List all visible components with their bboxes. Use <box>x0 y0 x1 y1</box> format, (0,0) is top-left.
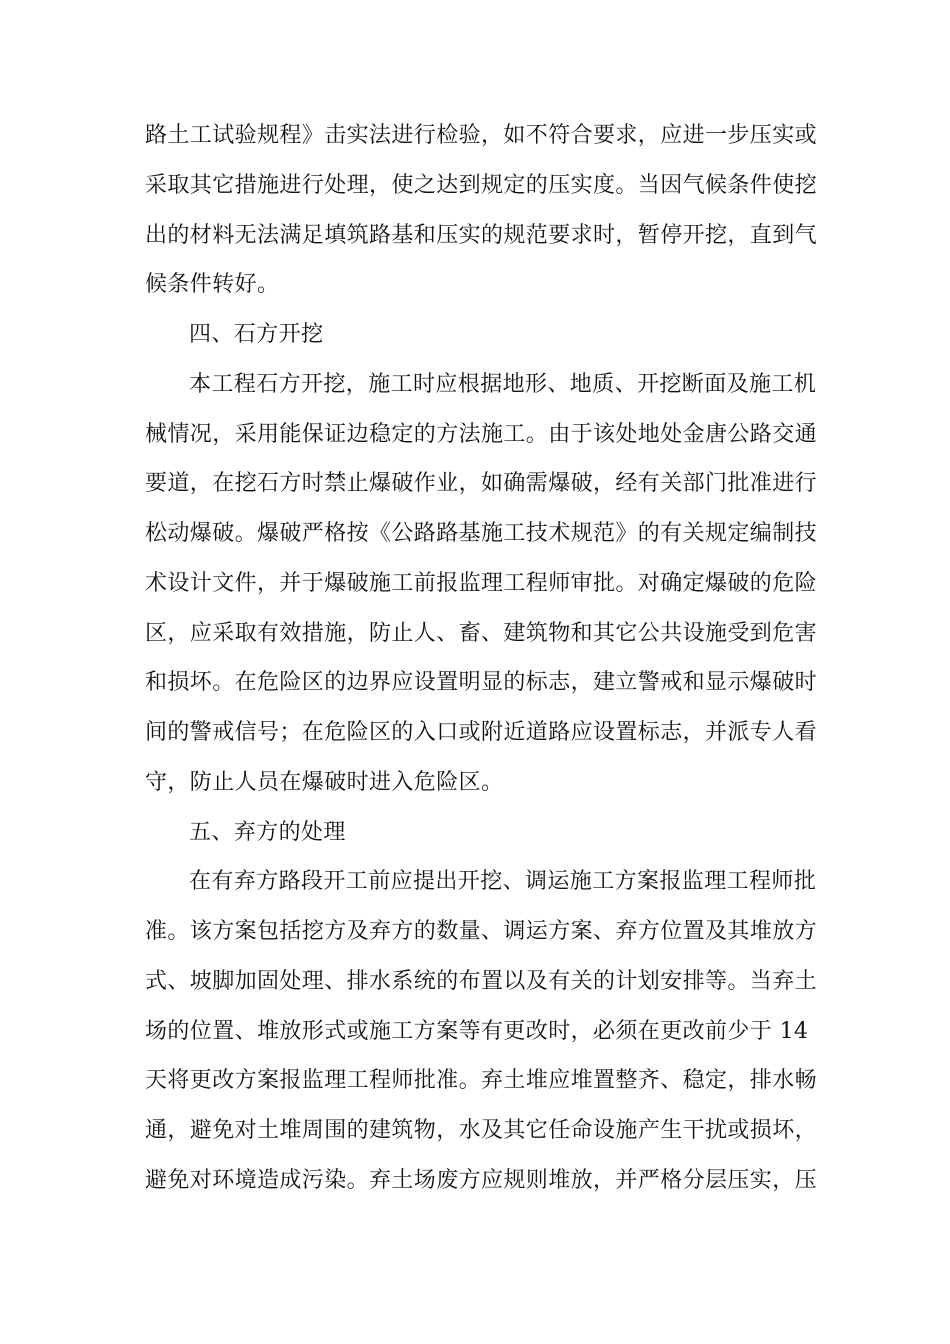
text-line: 间的警戒信号；在危险区的入口或附近道路应设置标志，并派专人看 <box>145 720 818 745</box>
text-line: 出的材料无法满足填筑路基和压实的规范要求时，暂停开挖，直到气 <box>145 223 818 248</box>
text-line: 要道，在挖石方时禁止爆破作业，如确需爆破，经有关部门批准进行 <box>145 471 818 496</box>
text-line: 本工程石方开挖，施工时应根据地形、地质、开挖断面及施工机 <box>189 372 817 397</box>
text-line: 守，防止人员在爆破时进入危险区。 <box>145 770 504 795</box>
text-line: 路土工试验规程》击实法进行检验，如不符合要求，应进一步压实或 <box>145 123 818 148</box>
text-line: 准。该方案包括挖方及弃方的数量、调运方案、弃方位置及其堆放方 <box>145 919 818 944</box>
section-heading: 四、石方开挖 <box>189 322 324 347</box>
text-line: 式、坡脚加固处理、排水系统的布置以及有关的计划安排等。当弃土 <box>145 969 818 994</box>
text-line: 械情况，采用能保证边稳定的方法施工。由于该处地处金唐公路交通 <box>145 422 818 447</box>
text-line: 松动爆破。爆破严格按《公路路基施工技术规范》的有关规定编制技 <box>145 521 818 546</box>
text-line: 术设计文件，并于爆破施工前报监理工程师审批。对确定爆破的危险 <box>145 571 818 596</box>
text-line: 避免对环境造成污染。弃土场废方应规则堆放，并严格分层压实，压 <box>145 1168 818 1193</box>
section-heading: 五、弃方的处理 <box>189 820 346 845</box>
text-line: 在有弃方路段开工前应提出开挖、调运施工方案报监理工程师批 <box>189 869 817 894</box>
text-line: 和损坏。在危险区的边界应设置明显的标志，建立警戒和显示爆破时 <box>145 670 818 695</box>
text-line: 场的位置、堆放形式或施工方案等有更改时，必须在更改前少于 14 <box>145 1019 809 1044</box>
text-line: 通，避免对土堆周围的建筑物，水及其它任命设施产生干扰或损坏， <box>145 1118 818 1143</box>
text-line: 区，应采取有效措施，防止人、畜、建筑物和其它公共设施受到危害 <box>145 621 818 646</box>
text-line: 候条件转好。 <box>145 272 280 297</box>
text-line: 天将更改方案报监理工程师批准。弃土堆应堆置整齐、稳定，排水畅 <box>145 1068 818 1093</box>
text-line: 采取其它措施进行处理，使之达到规定的压实度。当因气候条件使挖 <box>145 173 818 198</box>
